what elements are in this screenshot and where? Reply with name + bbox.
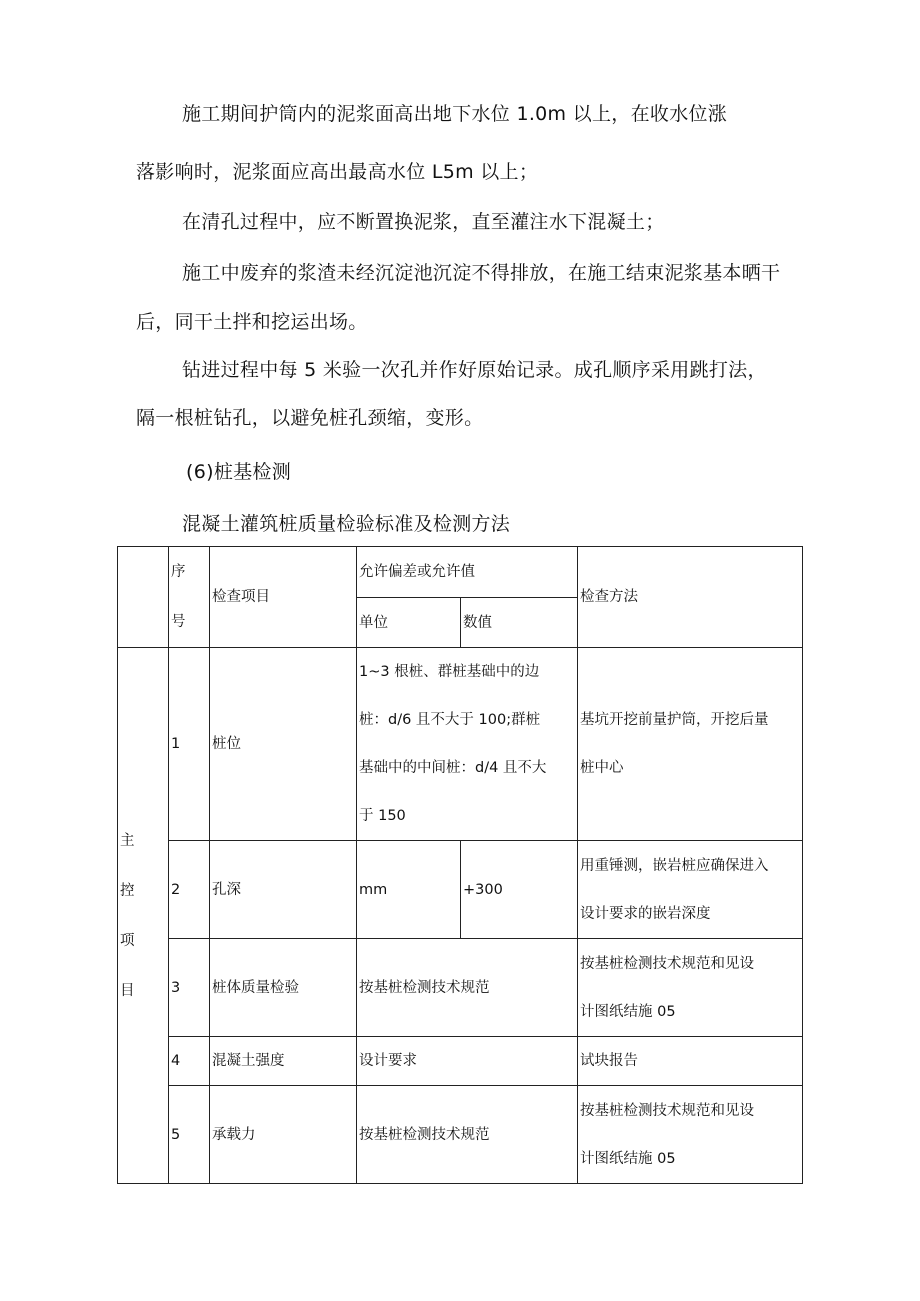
- header-seq: 序 号: [169, 547, 210, 648]
- row-method: 按基桩检测技术规范和见设 计图纸结施 05: [578, 939, 803, 1037]
- table-row: [118, 1037, 803, 1086]
- header-item: 检查项目: [210, 547, 357, 648]
- row-item: 桩体质量检验: [210, 939, 357, 1037]
- table-row: [118, 648, 803, 841]
- table-row: [118, 1086, 803, 1184]
- header-value: 数值: [461, 598, 578, 648]
- row-item: 桩位: [210, 648, 357, 841]
- row-seq: 4: [169, 1037, 210, 1086]
- header-group-blank: [118, 547, 169, 648]
- paragraph-line: 钻进过程中每 5 米验一次孔并作好原始记录。成孔顺序采用跳打法，: [182, 359, 767, 381]
- row-method: 按基桩检测技术规范和见设 计图纸结施 05: [578, 1086, 803, 1184]
- row-seq: 1: [169, 648, 210, 841]
- row-value: +300: [461, 841, 578, 939]
- header-method: 检查方法: [578, 547, 803, 648]
- row-tolerance: 1~3 根桩、群桩基础中的边 桩：d/6 且不大于 100;群桩 基础中的中间桩：d/4 且不大 于 150: [357, 648, 578, 841]
- paragraph-line: 落影响时，泥浆面应高出最高水位 L5m 以上；: [136, 161, 539, 183]
- row-method: 用重锤测，嵌岩桩应确保进入 设计要求的嵌岩深度: [578, 841, 803, 939]
- row-seq: 2: [169, 841, 210, 939]
- row-tolerance: 按基桩检测技术规范: [357, 1086, 578, 1184]
- row-method: 基坑开挖前量护筒，开挖后量 桩中心: [578, 648, 803, 841]
- row-unit: mm: [357, 841, 461, 939]
- header-unit: 单位: [357, 598, 461, 648]
- header-tolerance: 允许偏差或允许值: [357, 547, 578, 598]
- paragraph-line: 施工期间护筒内的泥浆面高出地下水位 1.0m 以上，在收水位涨: [182, 103, 728, 125]
- row-method: 试块报告: [578, 1037, 803, 1086]
- row-seq: 3: [169, 939, 210, 1037]
- row-tolerance: 设计要求: [357, 1037, 578, 1086]
- section-heading: (6)桩基检测: [186, 461, 292, 483]
- table-row: [118, 939, 803, 1037]
- paragraph-line: 施工中废弃的浆渣未经沉淀池沉淀不得排放，在施工结束泥浆基本晒干: [182, 262, 781, 284]
- row-item: 混凝土强度: [210, 1037, 357, 1086]
- paragraph-line: 在清孔过程中，应不断置换泥浆，直至灌注水下混凝土；: [182, 211, 665, 233]
- table-caption: 混凝土灌筑桩质量检验标准及检测方法: [182, 513, 511, 535]
- inspection-table: [117, 546, 803, 1184]
- row-seq: 5: [169, 1086, 210, 1184]
- row-tolerance: 按基桩检测技术规范: [357, 939, 578, 1037]
- paragraph-line: 后，同干土拌和挖运出场。: [136, 311, 368, 333]
- group-label-main-control: 主 控 项 目: [118, 648, 169, 1184]
- row-item: 孔深: [210, 841, 357, 939]
- paragraph-line: 隔一根桩钻孔，以避免桩孔颈缩，变形。: [136, 407, 484, 429]
- row-item: 承载力: [210, 1086, 357, 1184]
- table-row: [118, 841, 803, 939]
